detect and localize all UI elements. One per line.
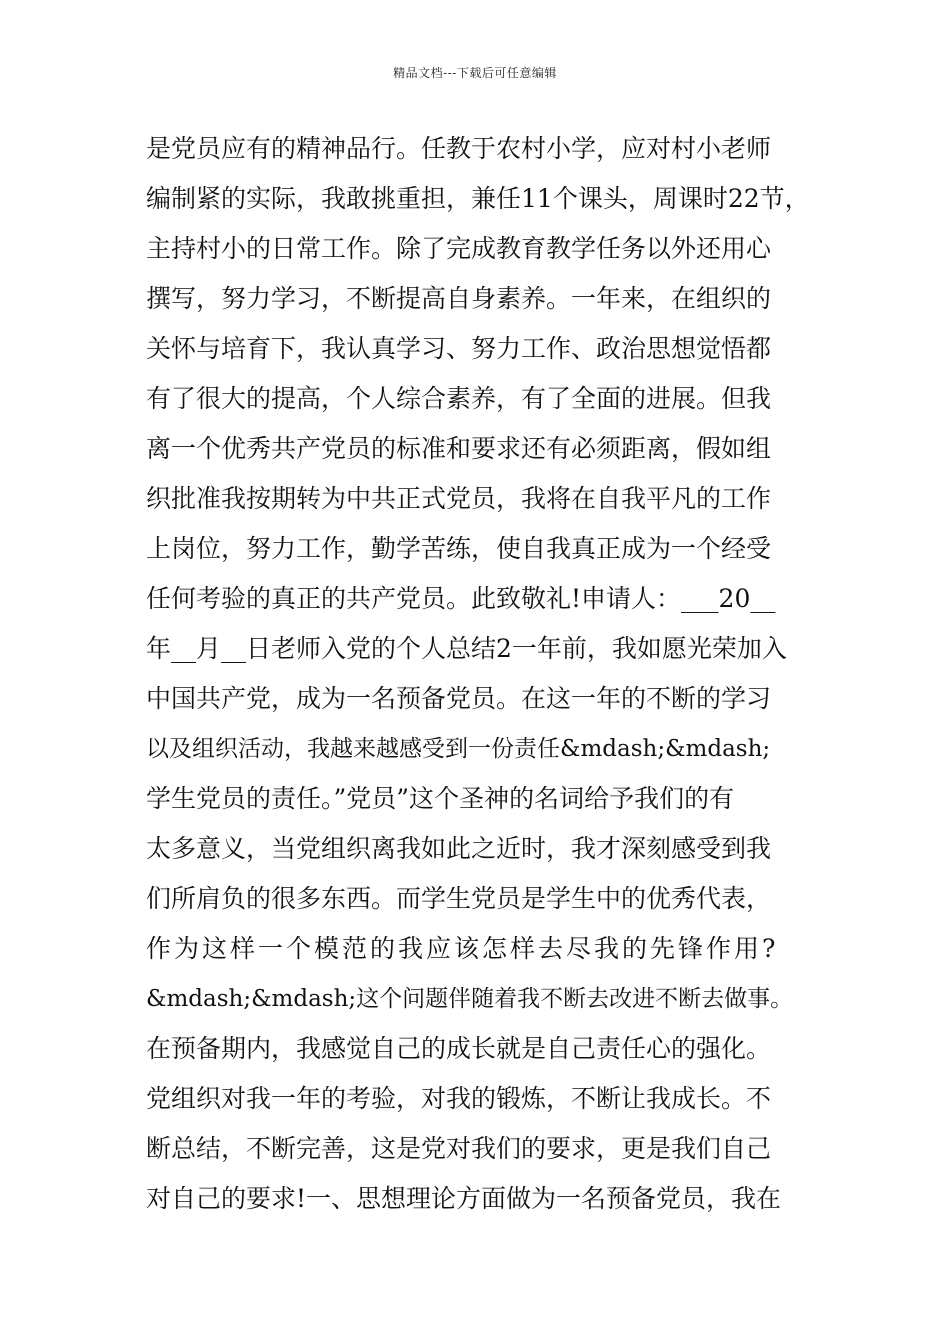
text-line: 年__月__日老师入党的个人总结2一年前，我如愿光荣加入 bbox=[146, 634, 787, 663]
body-text bbox=[146, 124, 826, 1224]
text-line: 上岗位，努力工作，勤学苦练，使自我真正成为一个经受 bbox=[146, 534, 772, 563]
text-line: 中国共产党，成为一名预备党员。在这一年的不断的学习 bbox=[146, 684, 772, 713]
text-line: &mdash;&mdash;这个问题伴随着我不断去改进不断去做事。 bbox=[146, 986, 794, 1012]
text-line: 关怀与培育下，我认真学习、努力工作、政治思想觉悟都 bbox=[146, 334, 772, 363]
text-line: 以及组织活动，我越来越感受到一份责任&mdash;&mdash; bbox=[146, 736, 771, 762]
text-line: 有了很大的提高，个人综合素养，有了全面的进展。但我 bbox=[146, 384, 772, 413]
text-line: 太多意义，当党组织离我如此之近时，我才深刻感受到我 bbox=[146, 834, 772, 863]
text-line: 学生党员的责任。”党员”这个圣神的名词给予我们的有 bbox=[146, 784, 735, 813]
text-line: 们所肩负的很多东西。而学生党员是学生中的优秀代表， bbox=[146, 884, 772, 913]
text-line: 撰写，努力学习，不断提高自身素养。一年来，在组织的 bbox=[146, 284, 772, 313]
text-line: 主持村小的日常工作。除了完成教育教学任务以外还用心 bbox=[146, 234, 772, 263]
text-line: 任何考验的真正的共产党员。此致敬礼!申请人：___20__ bbox=[146, 584, 776, 613]
text-line: 离一个优秀共产党员的标准和要求还有必须距离，假如组 bbox=[146, 434, 772, 463]
text-line: 编制紧的实际，我敢挑重担，兼任11个课头，周课时22节， bbox=[146, 184, 810, 213]
text-line: 是党员应有的精神品行。任教于农村小学，应对村小老师 bbox=[146, 134, 772, 163]
text-line: 在预备期内，我感觉自己的成长就是自己责任心的强化。 bbox=[146, 1034, 772, 1063]
text-line: 断总结，不断完善，这是党对我们的要求，更是我们自己 bbox=[146, 1134, 772, 1163]
page-header: 精品文档---下载后可任意编辑 bbox=[393, 66, 557, 80]
text-line: 作为这样一个模范的我应该怎样去尽我的先锋作用? bbox=[146, 934, 779, 963]
text-line: 党组织对我一年的考验，对我的锻炼，不断让我成长。不 bbox=[146, 1084, 772, 1113]
text-line: 织批准我按期转为中共正式党员，我将在自我平凡的工作 bbox=[146, 484, 772, 513]
text-line: 对自己的要求!一、思想理论方面做为一名预备党员，我在 bbox=[146, 1184, 782, 1213]
